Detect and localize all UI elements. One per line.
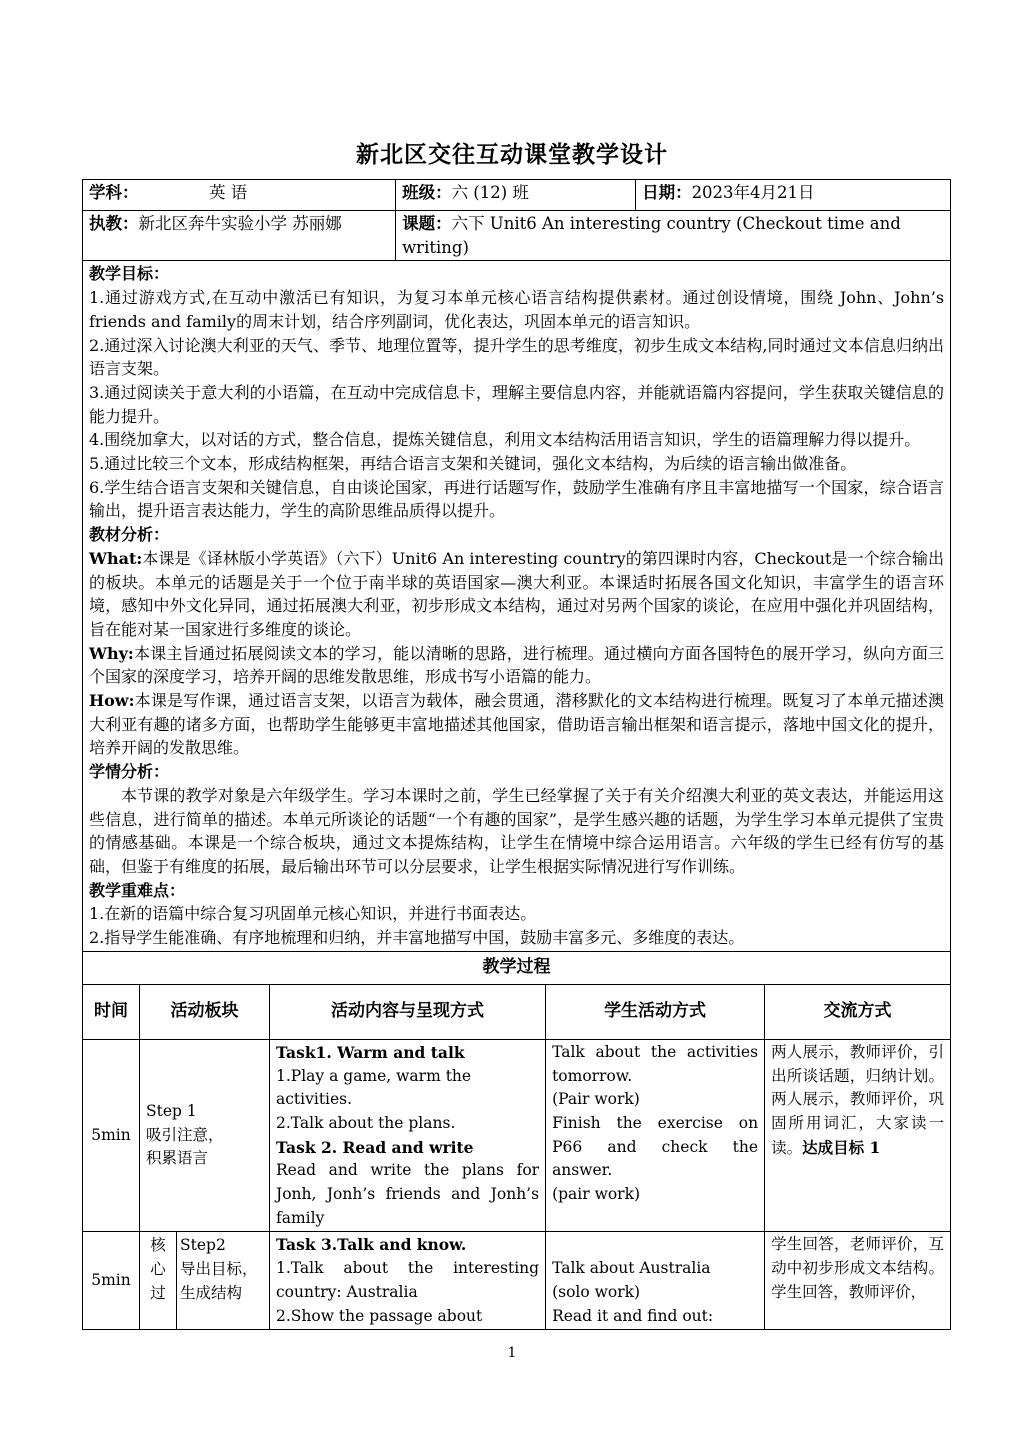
what-text: 本课是《译林版小学英语》（六下）Unit6 An interesting country的第四课时内容，Checkout是一个综合输出的板块。本单元的话题是关于一个位于南半球的英语国家—澳大利亚。本课适时拓展各国文化知识，丰富学生的语言环境，感知中外文化异同，通过拓展澳大利亚，初步形成文本结构，通过对另两个国家的谈论，在应用中强化并巩固结构，旨在能对某一国家进行多维度的谈论。 (89, 548, 945, 639)
learners-heading: 学情分析： (89, 762, 170, 782)
grade-label: 班级： (402, 183, 452, 202)
what-label: What: (89, 548, 143, 568)
row1-content (270, 1039, 546, 1232)
col-header-module: 活动板块 (140, 984, 270, 1039)
grade-value: 六 (12) 班 (451, 183, 529, 202)
learners-text: 本节课的教学对象是六年级学生。学习本课时之前，学生已经掌握了关于有关介绍澳大利亚的英文表达，并能运用这些信息，进行简单的描述。本单元所谈论的话题“一个有趣的国家”，是学生感兴趣的话题，为学生学习本单元提供了宝贵的情感基础。本课是一个综合板块，通过文本提炼结构，让学生在情境中综合运用语言。六年级的学生已经有仿写的基础，但鉴于有维度的拓展，最后输出环节可以分层要求，让学生根据实际情况进行写作训练。 (89, 785, 945, 876)
row2-exchange: 学生回答，老师评价，互动中初步形成文本结构。学生回答，教师评价， (765, 1232, 951, 1330)
task2-text: Read and write the plans for Jonh, Jonh’s friends and Jonh’s family (276, 1161, 540, 1227)
topic-cell (396, 211, 951, 261)
student-line: Talk about the activities tomorrow. (552, 1042, 759, 1085)
analysis-why (89, 642, 944, 689)
task1-line: 1.Play a game, warm the activities. (276, 1066, 472, 1109)
topic-label: 课题： (402, 214, 452, 233)
process-column-headers (83, 984, 951, 1039)
col-header-exchange: 交流方式 (765, 984, 951, 1039)
analysis-heading: 教材分析： (89, 525, 170, 545)
why-text: 本课主旨通过拓展阅读文本的学习，能以清晰的思路，进行梳理。通过横向方面各国特色的展开学习，纵向方面三个国家的深度学习，培养开阔的思维发散思维，形成书写小语篇的能力。 (89, 643, 945, 687)
student-line: (pair work) (552, 1185, 641, 1204)
process-row-2 (83, 1232, 951, 1330)
grade-cell (396, 180, 636, 211)
overview-row (83, 261, 951, 951)
goal-item: 6.学生结合语言支架和关键信息，自由谈论国家，再进行话题写作，鼓励学生准确有序且丰富地描写一个国家，综合语言输出，提升语言表达能力，学生的高阶思维品质得以提升。 (89, 477, 945, 521)
process-row-1 (83, 1039, 951, 1232)
exchange-goal: 达成目标 1 (802, 1137, 881, 1157)
process-title: 教学过程 (83, 951, 951, 984)
goal-item: 2.通过深入讨论澳大利亚的天气、季节、地理位置等，提升学生的思考维度，初步生成文本结构,同时通过文本信息归纳出语言支架。 (89, 335, 945, 379)
exchange-text: 两人展示，教师评价，引出所谈话题，归纳计划。两人展示，教师评价，巩固所用词汇，大家读一读。 (771, 1042, 945, 1157)
page-number: 1 (507, 1345, 517, 1361)
student-line: Finish the exercise on P66 and check the answer. (552, 1113, 759, 1180)
row2-content (270, 1232, 546, 1330)
document-title: 新北区交往互动课堂教学设计 (356, 141, 668, 168)
how-text: 本课是写作课，通过语言支架，以语言为载体，融会贯通，潜移默化的文本结构进行梳理。既复习了本单元描述澳大利亚有趣的诸多方面，也帮助学生能够更丰富地描述其他国家，借助语言输出框架和语言提示，落地中国文化的提升，培养开阔的发散思维。 (89, 691, 945, 758)
date-cell (636, 180, 951, 211)
col-header-time: 时间 (83, 984, 140, 1039)
subject-cell (83, 180, 396, 211)
overview-cell (83, 261, 951, 951)
task1-title: Task1. Warm and talk (276, 1042, 465, 1062)
teacher-value: 新北区奔牛实验小学 苏丽娜 (138, 214, 342, 233)
row1-step: Step 1 吸引注意， 积累语言 (140, 1039, 270, 1232)
subject-value: 英 语 (209, 183, 248, 202)
key-point-item: 1.在新的语篇中综合复习巩固单元核心知识，并进行书面表达。 (89, 904, 537, 924)
process-title-row (83, 951, 951, 984)
goal-item: 1.通过游戏方式,在互动中激活已有知识，为复习本单元核心语言结构提供素材。通过创设情境，围绕 John、John’s friends and family的周末计划，结合序列副词，优化表达，巩固本单元的语言知识。 (89, 288, 945, 331)
topic-value: 六下 Unit6 An interesting country (Checkout time and writing) (402, 214, 901, 257)
task3-title: Task 3.Talk and know. (276, 1235, 467, 1255)
row2-step: Step2 导出目标，生成结构 (177, 1232, 270, 1330)
teacher-label: 执教： (89, 214, 139, 233)
row2-student (546, 1232, 765, 1330)
key-points-heading: 教学重难点： (89, 880, 186, 900)
task3-line: 2.Show the passage about (276, 1306, 483, 1325)
row1-student (546, 1039, 765, 1232)
subject-label: 学科： (89, 183, 139, 202)
goal-item: 5.通过比较三个文本，形成结构框架，再结合语言支架和关键词，强化文本结构，为后续的语言输出做准备。 (89, 454, 857, 474)
teacher-cell (83, 211, 396, 261)
col-header-content: 活动内容与呈现方式 (270, 984, 546, 1039)
student-line: Read it and find out: (552, 1306, 714, 1325)
how-label: How: (89, 691, 135, 711)
header-row-2 (83, 211, 951, 261)
row1-exchange (765, 1039, 951, 1232)
task3-line: 1.Talk about the interesting country: Australia (276, 1259, 540, 1301)
goal-item: 3.通过阅读关于意大利的小语篇，在互动中完成信息卡，理解主要信息内容，并能就语篇内容提问，学生获取关键信息的能力提升。 (89, 382, 945, 426)
why-label: Why: (89, 643, 134, 663)
row2-vertical-label: 核 心 过 (140, 1232, 177, 1330)
analysis-how (89, 689, 944, 760)
goal-item: 4.围绕加拿大，以对话的方式，整合信息，提炼关键信息，利用文本结构活用语言知识，学生的语篇理解力得以提升。 (89, 430, 921, 450)
goals-heading: 教学目标： (89, 264, 170, 284)
student-line: (Pair work) (552, 1090, 640, 1109)
header-row-1 (83, 180, 951, 211)
key-point-item: 2.指导学生能准确、有序地梳理和归纳，并丰富地描写中国，鼓励丰富多元、多维度的表达。 (89, 928, 745, 948)
date-value: 2023年4月21日 (691, 183, 815, 202)
col-header-student: 学生活动方式 (546, 984, 765, 1039)
lesson-plan-table (82, 179, 951, 1330)
task1-line: 2.Talk about the plans. (276, 1113, 456, 1132)
date-label: 日期： (642, 183, 692, 202)
row2-time: 5min (83, 1232, 140, 1330)
analysis-what (89, 547, 944, 642)
student-line: (solo work) (552, 1282, 641, 1301)
task2-title: Task 2. Read and write (276, 1137, 474, 1157)
row1-time: 5min (83, 1039, 140, 1232)
student-line: Talk about Australia (552, 1259, 711, 1278)
